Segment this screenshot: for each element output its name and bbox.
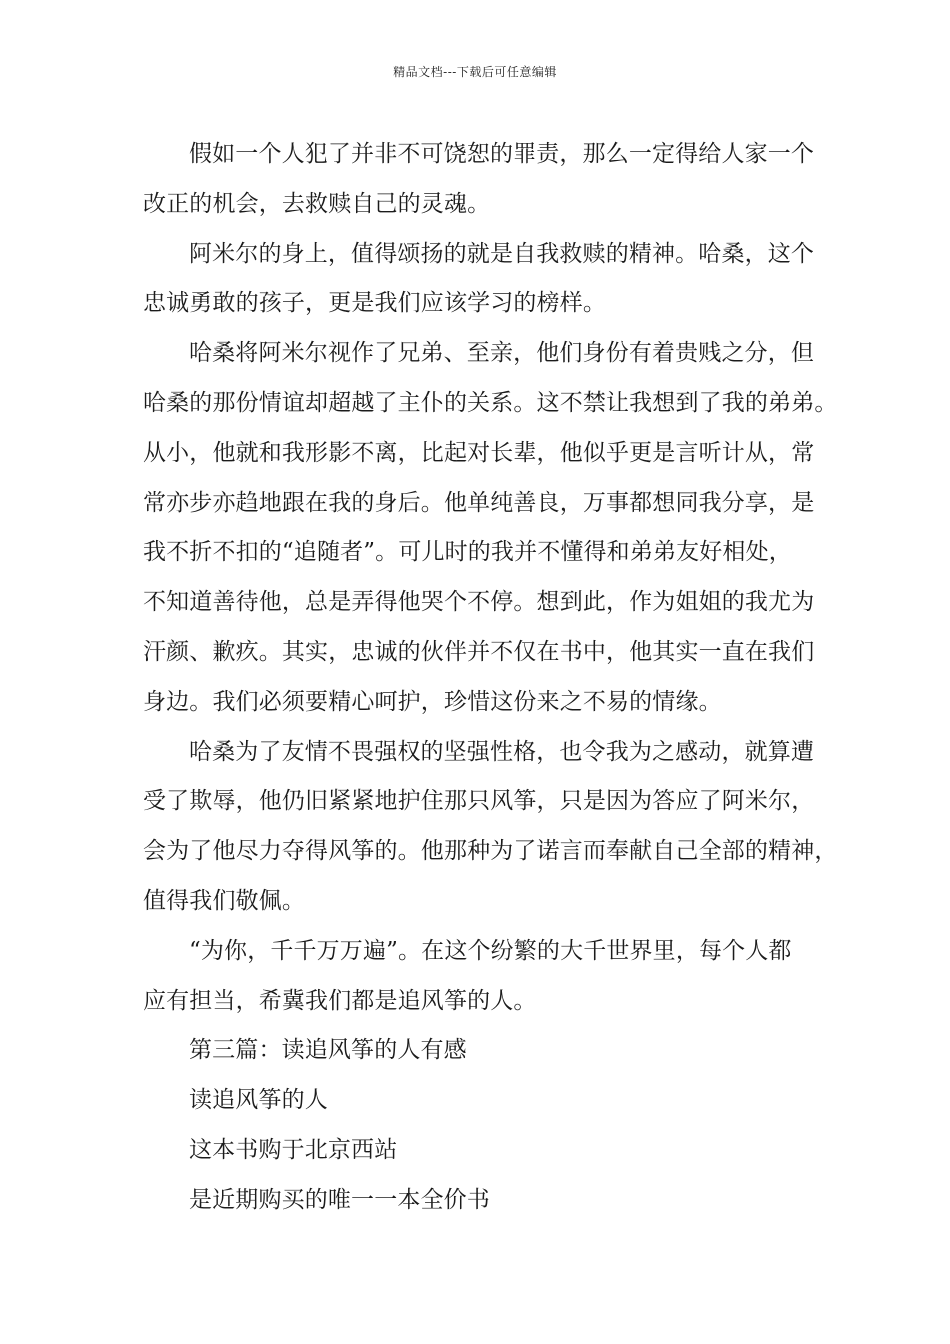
text-line: 忠诚勇敢的孩子，更是我们应该学习的榜样。 <box>143 290 606 317</box>
text-line: 会为了他尽力夺得风筝的。他那种为了诺言而奉献自己全部的精神， <box>143 838 838 865</box>
text-line: 值得我们敬佩。 <box>143 887 306 914</box>
text-line: 哈桑的那份情谊却超越了主仆的关系。这不禁让我想到了我的弟弟。 <box>143 389 838 416</box>
text-line: 哈桑将阿米尔视作了兄弟、至亲，他们身份有着贵贱之分，但 <box>189 340 815 367</box>
text-line: “为你，千千万万遍”。在这个纷繁的大千世界里，每个人都 <box>189 937 792 964</box>
text-line: 身边。我们必须要精心呵护，珍惜这份来之不易的情缘。 <box>143 688 722 715</box>
text-line: 受了欺辱，他仍旧紧紧地护住那只风筝，只是因为答应了阿米尔， <box>143 788 815 815</box>
text-line: 阿米尔的身上，值得颂扬的就是自我救赎的精神。哈桑，这个 <box>189 240 815 267</box>
text-line: 假如一个人犯了并非不可饶恕的罪责，那么一定得给人家一个 <box>189 141 815 167</box>
text-line: 我不折不扣的“追随者”。可儿时的我并不懂得和弟弟友好相处， <box>143 539 792 566</box>
document-body <box>143 130 838 1226</box>
text-line: 哈桑为了友情不畏强权的坚强性格，也令我为之感动，就算遭 <box>189 738 815 765</box>
text-line: 改正的机会，去救赎自己的灵魂。 <box>143 190 491 217</box>
text-line: 是近期购买的唯一一本全价书 <box>189 1186 490 1213</box>
text-line: 第三篇：读追风筝的人有感 <box>189 1037 467 1064</box>
text-line: 应有担当，希冀我们都是追风筝的人。 <box>143 987 537 1014</box>
text-line: 汗颜、歉疚。其实，忠诚的伙伴并不仅在书中，他其实一直在我们 <box>143 638 815 665</box>
text-line: 不知道善待他，总是弄得他哭个不停。想到此，作为姐姐的我尤为 <box>143 589 815 616</box>
text-line: 读追风筝的人 <box>189 1087 328 1114</box>
text-line: 从小，他就和我形影不离，比起对长辈，他似乎更是言听计从，常 <box>143 439 815 466</box>
page-header: 精品文档---下载后可任意编辑 <box>393 65 557 79</box>
text-line: 常亦步亦趋地跟在我的身后。他单纯善良，万事都想同我分享，是 <box>143 489 815 516</box>
text-line: 这本书购于北京西站 <box>189 1136 398 1163</box>
